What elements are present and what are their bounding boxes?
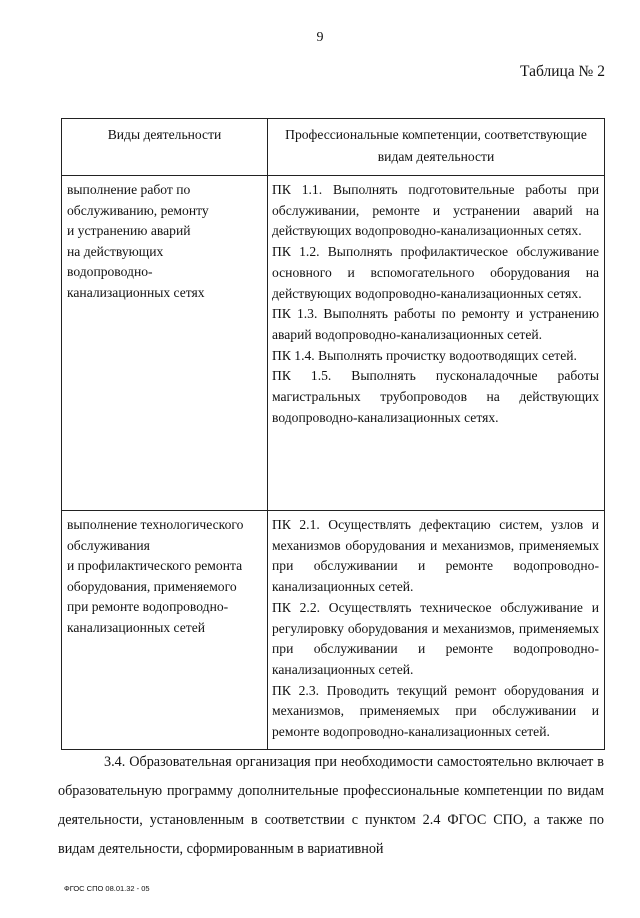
activity-line: обслуживанию, ремонту [67, 202, 209, 218]
activity-line: при ремонте водопроводно- [67, 599, 229, 614]
competency-item: ПК 2.1. Осуществлять дефектацию систем, узлов и механизмов оборудования и механизмов, применяемых при обслуживании и ремонте водопроводно-канализационных сетей. [272, 517, 599, 595]
header-activities: Виды деятельности [62, 119, 268, 176]
competency-item: ПК 1.2. Выполнять профилактическое обслуживание основного и вспомогательного оборудования на действующих водопроводно-канализационных сетях. [272, 244, 599, 301]
header-competencies: Профессиональные компетенции, соответствующие видам деятельности [268, 119, 605, 176]
competencies-table [61, 118, 605, 750]
competency-item: ПК 2.3. Проводить текущий ремонт оборудования и механизмов, применяемых при обслуживании и ремонте водопроводно-канализационных сетей. [272, 682, 599, 740]
activity-line: на действующих [67, 243, 164, 259]
activity-line: канализационных сетей [67, 619, 206, 635]
table-row [62, 176, 605, 511]
competencies-cell [268, 176, 605, 511]
activity-line: канализационных сетях [67, 284, 205, 300]
section-paragraph [58, 748, 604, 864]
page-number: 9 [316, 30, 324, 45]
activity-line: выполнение технологического [67, 517, 244, 532]
paragraph-text: 3.4. Образовательная организация при необходимости самостоятельно включает в образовательную программу дополнительные профессиональные компетенции по видам деятельности, установленным в соответствии с пунктом 2.4 ФГОС СПО, а также по видам деятельности, сформированным в вариативной [58, 754, 604, 857]
activity-cell [62, 511, 268, 750]
activity-line: выполнение работ по [67, 182, 191, 197]
competency-item: ПК 1.1. Выполнять подготовительные работы при обслуживании, ремонте и устранении аварий на действующих водопроводно-канализационных сетях. [272, 182, 599, 239]
table-caption: Таблица № 2 [520, 63, 605, 80]
competency-item: ПК 1.3. Выполнять работы по ремонту и устранению аварий водопроводно-канализационных сетей. [272, 306, 599, 342]
competencies-cell [268, 511, 605, 750]
activity-line: оборудования, применяемого [67, 578, 237, 594]
table-row [62, 511, 605, 750]
competency-item: ПК 2.2. Осуществлять техническое обслуживание и регулировку оборудования и механизмов, применяемых при обслуживании и ремонте водопроводно-канализационных сетей. [272, 599, 599, 677]
competency-item: ПК 1.4. Выполнять прочистку водоотводящих сетей. [272, 347, 577, 363]
footer-code: ФГОС СПО 08.01.32 - 05 [64, 884, 150, 893]
activity-cell [62, 176, 268, 511]
activity-line: обслуживания [67, 537, 150, 553]
competency-item: ПК 1.5. Выполнять пусконаладочные работы магистральных трубопроводов на действующих водопроводно-канализационных сетях. [272, 368, 599, 425]
activity-line: и профилактического ремонта [67, 558, 243, 573]
activity-line: водопроводно- [67, 264, 153, 279]
activity-line: и устранению аварий [67, 223, 191, 238]
table-header-row [62, 119, 605, 176]
